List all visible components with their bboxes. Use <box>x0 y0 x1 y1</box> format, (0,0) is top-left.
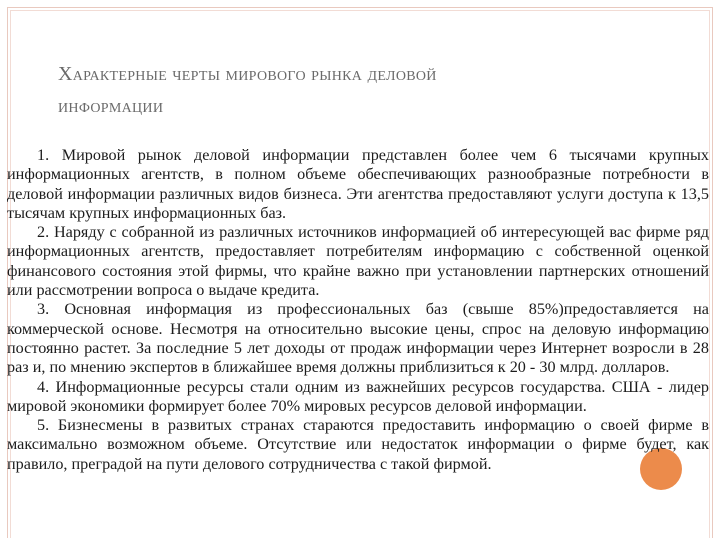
slide-title-line-1: Характерные черты мирового рынка деловой <box>58 63 437 85</box>
slide-body <box>7 146 709 474</box>
paragraph-5: 5. Бизнесмены в развитых странах стараются предоставить информацию о своей фирме в максимально возможном объеме. Отсутствие или недостаток информации о фирме будет, как правило, преградой на пути делового сотрудничества с такой фирмой. <box>7 416 709 473</box>
paragraph-2: 2. Наряду с собранной из различных источников информацией об интересующей вас фирме ряд информационных агентств, предоставляет потребителям информацию с собственной оценкой финансового состояния этой фирмы, что крайне важно при установлении партнерских отношений или рассмотрении вопроса о выдаче кредита. <box>7 223 709 300</box>
paragraph-1: 1. Мировой рынок деловой информации представлен более чем 6 тысячами крупных информационных агентств, в полном объеме обеспечивающих разнообразные потребности в деловой информации различных видов бизнеса. Эти агентства предоставляют услуги доступа к 13,5 тысячам крупных информационных баз. <box>7 146 709 222</box>
paragraph-4: 4. Информационные ресурсы стали одним из важнейших ресурсов государства. США - лидер мировой экономики формирует более 70% мировых ресурсов деловой информации. <box>7 377 709 415</box>
slide-title <box>58 58 638 122</box>
paragraph-3: 3. Основная информация из профессиональных баз (свыше 85%)предоставляется на коммерческой основе. Несмотря на относительно высокие цены, спрос на деловую информацию постоянно растет. За последние 5 лет доходы от продаж информации через Интернет возросли в 28 раз и, по мнению экспертов в ближайшее время должны приблизиться к 20 - 30 млрд. долларов. <box>7 300 709 377</box>
slide-title-line-2: информации <box>58 95 164 117</box>
